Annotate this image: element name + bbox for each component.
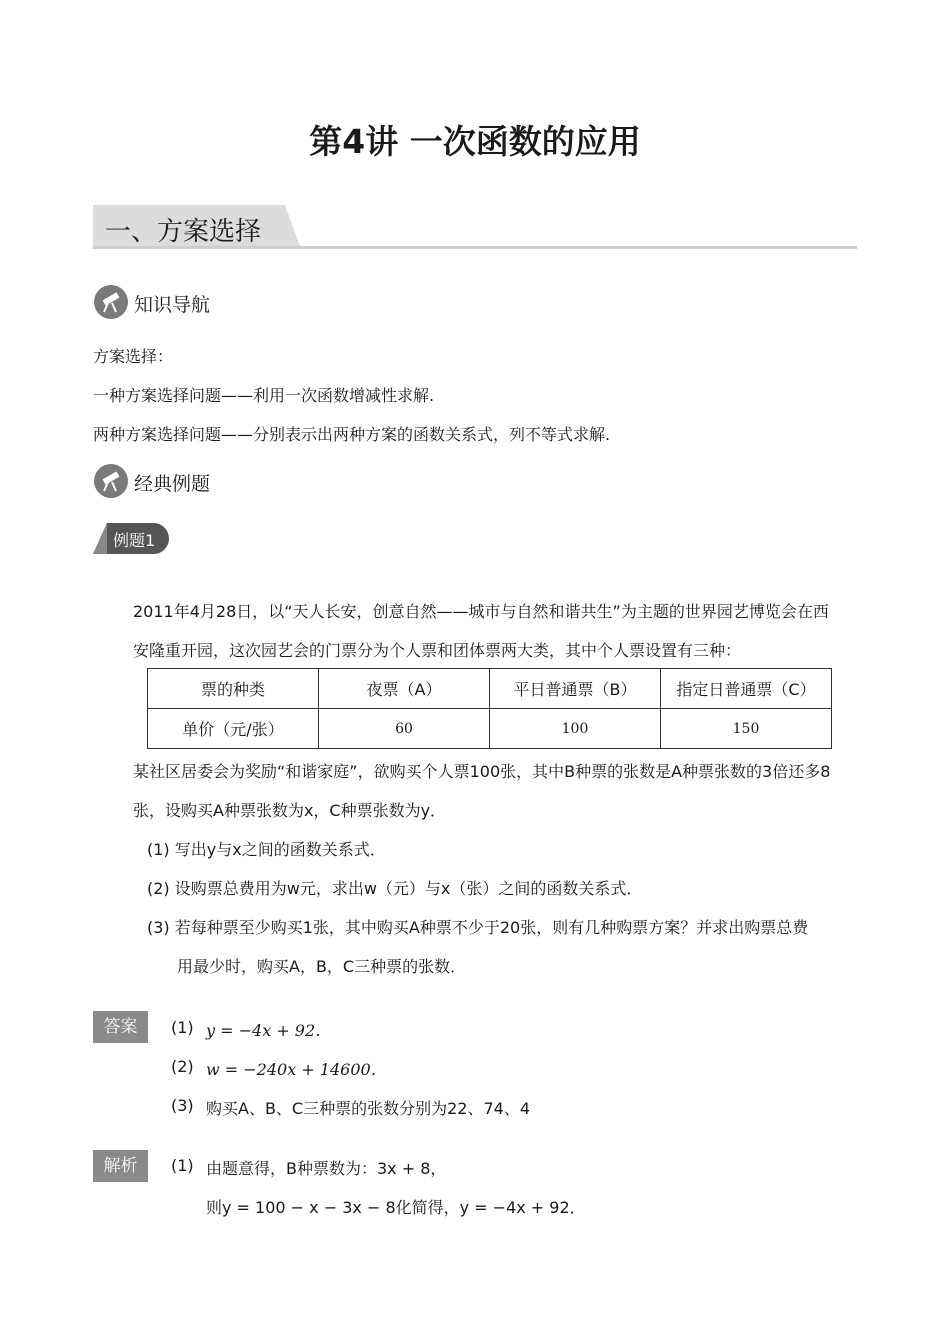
knowledge-line: 一种方案选择问题——利用一次函数增减性求解. [93,386,435,405]
table-cell: 单价（元/张） [148,709,319,749]
table-header-cell: 夜票（A） [319,669,490,709]
example-badge [93,523,169,554]
page-title: 第4讲 一次函数的应用 [309,122,641,161]
knowledge-heading: 知识导航 [134,294,211,316]
example-badge-label: 例题1 [113,531,156,550]
answer-number: (3) [171,1096,194,1115]
table-row [148,669,832,709]
analysis-step-1: 由题意得，B种票数为：3x + 8， [206,1159,447,1178]
answer-number: (2) [171,1057,194,1076]
example-intro: 2011年4月28日，以“天人长安，创意自然——城市与自然和谐共生”为主题的世界园艺博览会在西 [133,602,829,621]
table-header-cell: 指定日普通票（C） [661,669,832,709]
answer-tag: 答案 [93,1011,148,1043]
classic-heading: 经典例题 [134,473,211,495]
answer-1: y = −4x + 92． [206,1021,332,1040]
answer-3: 购买A、B、C三种票的张数分别为22、74、4 [206,1099,530,1118]
table-cell: 150 [661,709,832,749]
question-2: (2) 设购票总费用为w元，求出w（元）与x（张）之间的函数关系式． [147,879,643,898]
example-paragraph: 某社区居委会为奖励“和谐家庭”，欲购买个人票100张，其中B种票的张数是A种票张数的3倍还多8 [133,762,831,781]
section-title: 一、方案选择 [105,217,262,247]
ticket-price-table [147,668,832,749]
analysis-step-1-cont: 则y = 100 − x − 3x − 8化简得，y = −4x + 92． [206,1198,586,1217]
table-header-cell: 票的种类 [148,669,319,709]
analysis-tag: 解析 [93,1150,148,1182]
table-header-cell: 平日普通票（B） [490,669,661,709]
analysis-number: (1) [171,1156,194,1175]
telescope-icon [94,464,128,498]
example-intro: 安隆重开园，这次园艺会的门票分为个人票和团体票两大类，其中个人票设置有三种： [133,641,742,660]
table-row [148,709,832,749]
question-3: (3) 若每种票至少购买1张，其中购买A种票不少于20张，则有几种购票方案？并求出购票总费 [147,918,809,937]
question-3-cont: 用最少时，购买A，B，C三种票的张数． [177,957,467,976]
table-cell: 100 [490,709,661,749]
table-cell: 60 [319,709,490,749]
example-paragraph: 张，设购买A种票张数为x，C种票张数为y． [133,801,447,820]
section-header [93,205,857,249]
answer-number: (1) [171,1018,194,1037]
telescope-icon [94,285,128,319]
answer-2: w = −240x + 14600． [206,1060,387,1079]
knowledge-line: 两种方案选择问题——分别表示出两种方案的函数关系式，列不等式求解. [93,425,611,444]
example-badge-accent [93,523,107,554]
knowledge-line: 方案选择： [93,347,174,366]
question-1: (1) 写出y与x之间的函数关系式． [147,840,386,859]
